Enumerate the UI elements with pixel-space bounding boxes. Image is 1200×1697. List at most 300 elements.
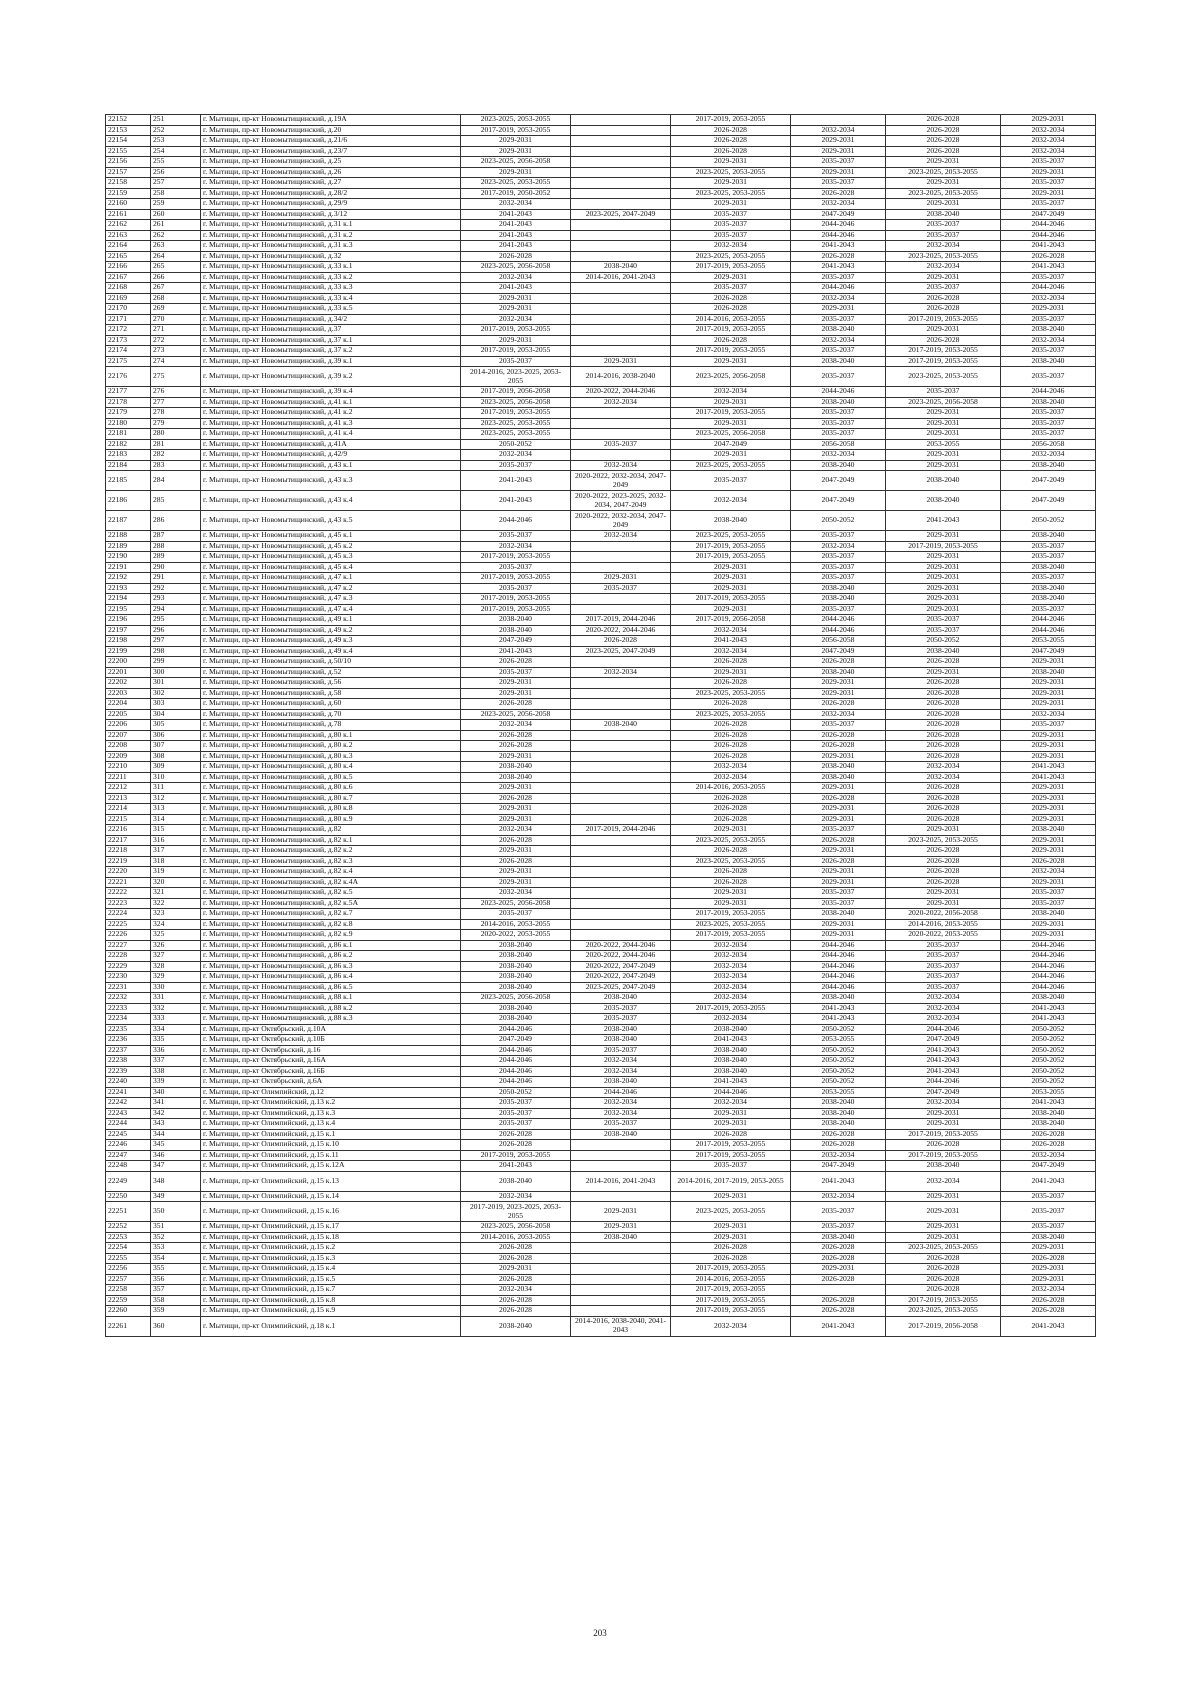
cell-period-6: 2035-2037	[1001, 541, 1096, 552]
address-house: 27	[333, 177, 342, 187]
cell-period-2	[571, 814, 671, 825]
cell-record-id: 22170	[106, 304, 151, 315]
cell-period-4: 2029-2031	[791, 167, 886, 178]
cell-period-2	[571, 930, 671, 941]
cell-record-id: 22168	[106, 283, 151, 294]
cell-period-1: 2041-2043	[461, 241, 571, 252]
cell-period-2	[571, 552, 671, 563]
cell-period-4: 2032-2034	[791, 541, 886, 552]
table-row	[106, 552, 1096, 563]
cell-period-5: 2017-2019, 2053-2055	[886, 356, 1001, 367]
address-street: г. Мытищи, пр-кт Новомытищинский, д.	[203, 677, 334, 687]
address-street: г. Мытищи, пр-кт Новомытищинский, д.	[203, 449, 334, 459]
table-row	[106, 1264, 1096, 1275]
cell-period-4: 2038-2040	[791, 356, 886, 367]
cell-period-3: 2032-2034	[671, 982, 791, 993]
address-street: г. Мытищи, пр-кт Новомытищинский, д.	[203, 418, 334, 427]
cell-period-5: 2023-2025, 2056-2058	[886, 397, 1001, 408]
address-house: 88 к.2	[333, 1003, 353, 1012]
cell-address	[201, 450, 461, 461]
cell-period-4: 2038-2040	[791, 583, 886, 594]
table-row	[106, 1014, 1096, 1025]
cell-record-id: 22217	[106, 835, 151, 846]
cell-period-4: 2038-2040	[791, 1108, 886, 1119]
cell-period-6: 2029-2031	[1001, 657, 1096, 668]
cell-period-1: 2038-2040	[461, 762, 571, 773]
cell-period-6: 2032-2034	[1001, 709, 1096, 720]
cell-address	[201, 157, 461, 168]
cell-period-1: 2023-2025, 2056-2058	[461, 157, 571, 168]
cell-period-3: 2038-2040	[671, 1056, 791, 1067]
cell-row-number: 328	[151, 961, 201, 972]
cell-period-5: 2029-2031	[886, 325, 1001, 336]
cell-period-1: 2032-2034	[461, 450, 571, 461]
cell-period-2	[571, 888, 671, 899]
cell-period-2	[571, 1191, 671, 1202]
cell-row-number: 290	[151, 562, 201, 573]
cell-record-id: 22190	[106, 552, 151, 563]
table-row	[106, 408, 1096, 419]
address-house: 32	[333, 251, 342, 260]
cell-period-5: 2026-2028	[886, 793, 1001, 804]
cell-row-number: 304	[151, 709, 201, 720]
cell-period-5: 2035-2037	[886, 940, 1001, 951]
address-house: 80 к.8	[333, 803, 353, 813]
cell-period-5: 2029-2031	[886, 1222, 1001, 1233]
cell-period-4: 2035-2037	[791, 531, 886, 542]
cell-period-2: 2038-2040	[571, 1024, 671, 1035]
address-house: 33 к.1	[333, 261, 353, 271]
cell-period-1: 2026-2028	[461, 1129, 571, 1140]
table-row	[106, 471, 1096, 491]
address-house: 78	[333, 719, 342, 729]
cell-period-5: 2032-2034	[886, 262, 1001, 273]
address-street: г. Мытищи, пр-кт Новомытищинский, д.	[203, 572, 334, 582]
address-house: 13 к.3	[316, 1108, 336, 1117]
cell-period-6: 2047-2049	[1001, 471, 1096, 491]
cell-address	[201, 615, 461, 626]
table-row	[106, 1222, 1096, 1233]
cell-row-number: 255	[151, 157, 201, 168]
cell-row-number: 284	[151, 471, 201, 491]
cell-period-2: 2029-2031	[571, 1202, 671, 1222]
cell-period-1: 2041-2043	[461, 646, 571, 657]
cell-record-id: 22246	[106, 1140, 151, 1151]
cell-address	[201, 898, 461, 909]
cell-period-6: 2035-2037	[1001, 346, 1096, 357]
cell-period-5: 2032-2034	[886, 1171, 1001, 1191]
cell-row-number: 342	[151, 1108, 201, 1119]
cell-period-5: 2035-2037	[886, 951, 1001, 962]
address-house: 15 к.5	[316, 1274, 336, 1283]
cell-address	[201, 1306, 461, 1317]
cell-period-3: 2017-2019, 2053-2055	[671, 552, 791, 563]
table-row	[106, 993, 1096, 1004]
cell-period-6: 2026-2028	[1001, 856, 1096, 867]
cell-period-4: 2035-2037	[791, 178, 886, 189]
cell-row-number: 301	[151, 678, 201, 689]
address-house: 31 к.2	[333, 230, 353, 239]
cell-period-3: 2014-2016, 2017-2019, 2053-2055	[671, 1171, 791, 1191]
cell-period-2	[571, 1295, 671, 1306]
cell-period-3: 2026-2028	[671, 678, 791, 689]
cell-record-id: 22169	[106, 293, 151, 304]
cell-record-id: 22243	[106, 1108, 151, 1119]
cell-record-id: 22256	[106, 1264, 151, 1275]
cell-period-5: 2017-2019, 2053-2055	[886, 1150, 1001, 1161]
cell-period-1: 2035-2037	[461, 1119, 571, 1130]
table-row	[106, 720, 1096, 731]
cell-period-6: 2029-2031	[1001, 793, 1096, 804]
address-house: 31 к.3	[333, 240, 353, 250]
cell-period-6: 2038-2040	[1001, 667, 1096, 678]
cell-period-6: 2029-2031	[1001, 1274, 1096, 1285]
cell-period-2: 2032-2034	[571, 1108, 671, 1119]
address-house: 82 к.7	[333, 908, 353, 918]
address-house: 33 к.2	[333, 272, 353, 281]
cell-record-id: 22176	[106, 367, 151, 387]
cell-record-id: 22225	[106, 919, 151, 930]
cell-period-3: 2026-2028	[671, 741, 791, 752]
table-row	[106, 814, 1096, 825]
address-house: 15 к.2	[316, 1242, 336, 1252]
address-house: 37 к.2	[333, 345, 353, 355]
cell-period-6: 2044-2046	[1001, 387, 1096, 398]
cell-period-4: 2026-2028	[791, 730, 886, 741]
cell-period-3: 2044-2046	[671, 1087, 791, 1098]
cell-period-3: 2014-2016, 2053-2055	[671, 783, 791, 794]
cell-record-id: 22251	[106, 1202, 151, 1222]
cell-period-2: 2032-2034	[571, 1056, 671, 1067]
address-house: 82 к.9	[333, 929, 353, 939]
table-row	[106, 604, 1096, 615]
cell-period-4: 2035-2037	[791, 157, 886, 168]
address-house: 56	[333, 677, 342, 687]
cell-period-1: 2032-2034	[461, 1191, 571, 1202]
cell-period-3: 2035-2037	[671, 471, 791, 491]
cell-row-number: 333	[151, 1014, 201, 1025]
cell-record-id: 22163	[106, 230, 151, 241]
cell-address	[201, 408, 461, 419]
cell-period-6: 2029-2031	[1001, 730, 1096, 741]
cell-row-number: 280	[151, 429, 201, 440]
cell-row-number: 269	[151, 304, 201, 315]
cell-address	[201, 793, 461, 804]
cell-row-number: 275	[151, 367, 201, 387]
cell-period-1: 2017-2019, 2053-2055	[461, 346, 571, 357]
address-street: г. Мытищи, пр-кт Новомытищинский, д.	[203, 303, 334, 313]
address-house: 43 к.3	[333, 475, 353, 485]
cell-period-6: 2047-2049	[1001, 1161, 1096, 1172]
cell-period-5: 2035-2037	[886, 961, 1001, 972]
cell-record-id: 22173	[106, 335, 151, 346]
address-street: г. Мытищи, пр-кт Новомытищинский, д.	[203, 475, 334, 485]
cell-row-number: 354	[151, 1253, 201, 1264]
address-street: г. Мытищи, пр-кт Новомытищинский, д.	[203, 345, 334, 355]
cell-period-2	[571, 1306, 671, 1317]
cell-address	[201, 230, 461, 241]
cell-record-id: 22197	[106, 625, 151, 636]
cell-row-number: 264	[151, 251, 201, 262]
cell-address	[201, 835, 461, 846]
address-street: г. Мытищи, пр-кт Олимпийский, д.	[203, 1129, 317, 1138]
cell-period-5: 2032-2034	[886, 1098, 1001, 1109]
cell-row-number: 339	[151, 1077, 201, 1088]
cell-period-3: 2032-2034	[671, 241, 791, 252]
cell-address	[201, 814, 461, 825]
cell-record-id: 22223	[106, 898, 151, 909]
cell-record-id: 22164	[106, 241, 151, 252]
cell-period-6: 2044-2046	[1001, 220, 1096, 231]
cell-period-5: 2035-2037	[886, 283, 1001, 294]
cell-period-6: 2056-2058	[1001, 439, 1096, 450]
cell-record-id: 22218	[106, 846, 151, 857]
cell-period-3: 2029-2031	[671, 1222, 791, 1233]
cell-period-3: 2026-2028	[671, 657, 791, 668]
cell-address	[201, 1140, 461, 1151]
cell-period-3: 2026-2028	[671, 720, 791, 731]
cell-period-1: 2029-2031	[461, 304, 571, 315]
cell-row-number: 317	[151, 846, 201, 857]
address-house: 43 к.1	[333, 460, 353, 469]
address-house: 82 к.1	[333, 835, 353, 844]
address-house: 82 к.2	[333, 845, 353, 855]
cell-record-id: 22161	[106, 209, 151, 220]
address-street: г. Мытищи, пр-кт Новомытищинский, д.	[203, 803, 334, 813]
cell-period-1: 2029-2031	[461, 814, 571, 825]
cell-record-id: 22157	[106, 167, 151, 178]
table-row	[106, 188, 1096, 199]
cell-period-3: 2032-2034	[671, 625, 791, 636]
cell-period-2: 2017-2019, 2044-2046	[571, 615, 671, 626]
cell-period-1: 2029-2031	[461, 678, 571, 689]
table-row	[106, 460, 1096, 471]
cell-period-5: 2026-2028	[886, 115, 1001, 126]
table-row	[106, 909, 1096, 920]
cell-period-3: 2026-2028	[671, 730, 791, 741]
cell-period-2: 2023-2025, 2047-2049	[571, 646, 671, 657]
cell-address	[201, 1066, 461, 1077]
cell-address	[201, 1119, 461, 1130]
cell-period-6: 2032-2034	[1001, 867, 1096, 878]
cell-row-number: 312	[151, 793, 201, 804]
cell-period-4: 2038-2040	[791, 909, 886, 920]
cell-address	[201, 1087, 461, 1098]
cell-period-6: 2035-2037	[1001, 720, 1096, 731]
cell-record-id: 22167	[106, 272, 151, 283]
cell-period-4: 2029-2031	[791, 877, 886, 888]
cell-period-2	[571, 125, 671, 136]
cell-row-number: 272	[151, 335, 201, 346]
cell-address	[201, 856, 461, 867]
cell-period-5: 2044-2046	[886, 1077, 1001, 1088]
cell-record-id: 22156	[106, 157, 151, 168]
cell-period-1: 2026-2028	[461, 730, 571, 741]
table-row	[106, 646, 1096, 657]
cell-period-2	[571, 220, 671, 231]
cell-record-id: 22232	[106, 993, 151, 1004]
address-street: г. Мытищи, пр-кт Новомытищинский, д.	[203, 898, 334, 907]
cell-period-6: 2032-2034	[1001, 136, 1096, 147]
table-row	[106, 230, 1096, 241]
table-row	[106, 804, 1096, 815]
cell-period-6: 2026-2028	[1001, 1140, 1096, 1151]
cell-period-4: 2026-2028	[791, 1253, 886, 1264]
cell-period-5: 2017-2019, 2056-2058	[886, 1316, 1001, 1336]
cell-address	[201, 1024, 461, 1035]
cell-row-number: 350	[151, 1202, 201, 1222]
cell-address	[201, 335, 461, 346]
cell-row-number: 303	[151, 699, 201, 710]
cell-period-5: 2026-2028	[886, 814, 1001, 825]
cell-period-3: 2035-2037	[671, 1161, 791, 1172]
cell-period-4: 2038-2040	[791, 1119, 886, 1130]
cell-period-1: 2041-2043	[461, 471, 571, 491]
cell-period-2: 2035-2037	[571, 583, 671, 594]
cell-row-number: 348	[151, 1171, 201, 1191]
cell-record-id: 22209	[106, 751, 151, 762]
cell-period-4: 2038-2040	[791, 397, 886, 408]
cell-period-6: 2029-2031	[1001, 1243, 1096, 1254]
cell-period-6: 2029-2031	[1001, 751, 1096, 762]
cell-period-2: 2035-2037	[571, 1014, 671, 1025]
table-row	[106, 1202, 1096, 1222]
cell-period-6: 2038-2040	[1001, 1232, 1096, 1243]
cell-period-3: 2035-2037	[671, 209, 791, 220]
cell-period-2	[571, 429, 671, 440]
table-row	[106, 951, 1096, 962]
cell-period-4: 2032-2034	[791, 1191, 886, 1202]
address-house: 13 к.4	[316, 1118, 336, 1128]
cell-row-number: 331	[151, 993, 201, 1004]
cell-period-2	[571, 541, 671, 552]
cell-period-1: 2032-2034	[461, 825, 571, 836]
address-street: г. Мытищи, пр-кт Новомытищинский, д.	[203, 709, 334, 718]
table-row	[106, 678, 1096, 689]
cell-address	[201, 951, 461, 962]
cell-address	[201, 730, 461, 741]
cell-period-6: 2029-2031	[1001, 688, 1096, 699]
cell-period-2	[571, 115, 671, 126]
cell-period-1: 2023-2025, 2056-2058	[461, 993, 571, 1004]
cell-period-5: 2029-2031	[886, 562, 1001, 573]
cell-row-number: 310	[151, 772, 201, 783]
cell-period-6: 2029-2031	[1001, 1264, 1096, 1275]
address-street: г. Мытищи, пр-кт Новомытищинский, д.	[203, 240, 334, 250]
cell-period-6: 2038-2040	[1001, 993, 1096, 1004]
address-house: 47 к.1	[333, 572, 353, 582]
table-row	[106, 825, 1096, 836]
cell-row-number: 306	[151, 730, 201, 741]
cell-period-5: 2047-2049	[886, 1035, 1001, 1046]
cell-period-5: 2032-2034	[886, 241, 1001, 252]
address-house: 43 к.5	[333, 515, 353, 525]
address-house: 3/12	[333, 209, 348, 218]
address-house: 41 к.1	[333, 397, 353, 406]
cell-row-number: 293	[151, 594, 201, 605]
address-street: г. Мытищи, пр-кт Новомытищинский, д.	[203, 114, 334, 124]
cell-period-1: 2026-2028	[461, 1243, 571, 1254]
cell-period-4: 2026-2028	[791, 793, 886, 804]
cell-period-6: 2029-2031	[1001, 814, 1096, 825]
cell-period-1: 2032-2034	[461, 541, 571, 552]
cell-period-5: 2026-2028	[886, 730, 1001, 741]
cell-period-5: 2035-2037	[886, 972, 1001, 983]
cell-period-1: 2035-2037	[461, 667, 571, 678]
cell-period-2: 2035-2037	[571, 439, 671, 450]
cell-period-4: 2044-2046	[791, 230, 886, 241]
cell-period-2	[571, 772, 671, 783]
address-house: 60	[333, 698, 342, 708]
cell-period-2: 2038-2040	[571, 993, 671, 1004]
table-row	[106, 304, 1096, 315]
cell-period-2	[571, 450, 671, 461]
cell-period-3: 2026-2028	[671, 1253, 791, 1264]
address-street: г. Мытищи, пр-кт Новомытищинский, д.	[203, 824, 334, 834]
cell-period-4: 2044-2046	[791, 972, 886, 983]
cell-period-1: 2026-2028	[461, 856, 571, 867]
cell-period-5: 2023-2025, 2053-2055	[886, 1243, 1001, 1254]
table-row	[106, 1285, 1096, 1296]
cell-period-4: 2050-2052	[791, 511, 886, 531]
cell-period-4: 2026-2028	[791, 1274, 886, 1285]
address-street: г. Мытищи, пр-кт Олимпийский, д.	[203, 1274, 317, 1283]
cell-row-number: 260	[151, 209, 201, 220]
cell-period-5: 2026-2028	[886, 846, 1001, 857]
cell-address	[201, 919, 461, 930]
cell-period-5: 2029-2031	[886, 429, 1001, 440]
cell-period-1: 2029-2031	[461, 846, 571, 857]
cell-period-1: 2017-2019, 2053-2055	[461, 573, 571, 584]
address-street: г. Мытищи, пр-кт Новомытищинский, д.	[203, 439, 334, 448]
cell-period-5: 2047-2049	[886, 1087, 1001, 1098]
cell-period-2	[571, 314, 671, 325]
cell-row-number: 297	[151, 636, 201, 647]
cell-period-3: 2014-2016, 2053-2055	[671, 314, 791, 325]
address-house: 80 к.7	[333, 793, 353, 802]
address-street: г. Мытищи, пр-кт Олимпийский, д.	[203, 1263, 317, 1273]
cell-period-4: 2041-2043	[791, 1316, 886, 1336]
cell-record-id: 22213	[106, 793, 151, 804]
address-house: 41А	[333, 439, 347, 448]
address-house: 86 к.4	[333, 971, 353, 981]
cell-period-2: 2020-2022, 2044-2046	[571, 625, 671, 636]
cell-period-1: 2044-2046	[461, 1056, 571, 1067]
cell-address	[201, 909, 461, 920]
address-street: г. Мытищи, пр-кт Новомытищинский, д.	[203, 950, 334, 960]
cell-period-4: 2047-2049	[791, 209, 886, 220]
address-street: г. Мытищи, пр-кт Новомытищинский, д.	[203, 282, 334, 292]
cell-record-id: 22219	[106, 856, 151, 867]
cell-period-3: 2017-2019, 2053-2055	[671, 1150, 791, 1161]
cell-period-6: 2038-2040	[1001, 909, 1096, 920]
address-street: г. Мытищи, пр-кт Новомытищинский, д.	[203, 793, 334, 802]
cell-period-2	[571, 657, 671, 668]
cell-period-5: 2041-2043	[886, 1066, 1001, 1077]
cell-period-1: 2047-2049	[461, 636, 571, 647]
table-row	[106, 450, 1096, 461]
cell-period-6: 2035-2037	[1001, 604, 1096, 615]
cell-address	[201, 199, 461, 210]
cell-record-id: 22179	[106, 408, 151, 419]
cell-period-3: 2029-2031	[671, 450, 791, 461]
address-house: 15 к.14	[316, 1191, 339, 1200]
cell-period-6: 2029-2031	[1001, 846, 1096, 857]
cell-record-id: 22160	[106, 199, 151, 210]
cell-period-1: 2038-2040	[461, 615, 571, 626]
cell-period-6: 2035-2037	[1001, 178, 1096, 189]
cell-address	[201, 867, 461, 878]
